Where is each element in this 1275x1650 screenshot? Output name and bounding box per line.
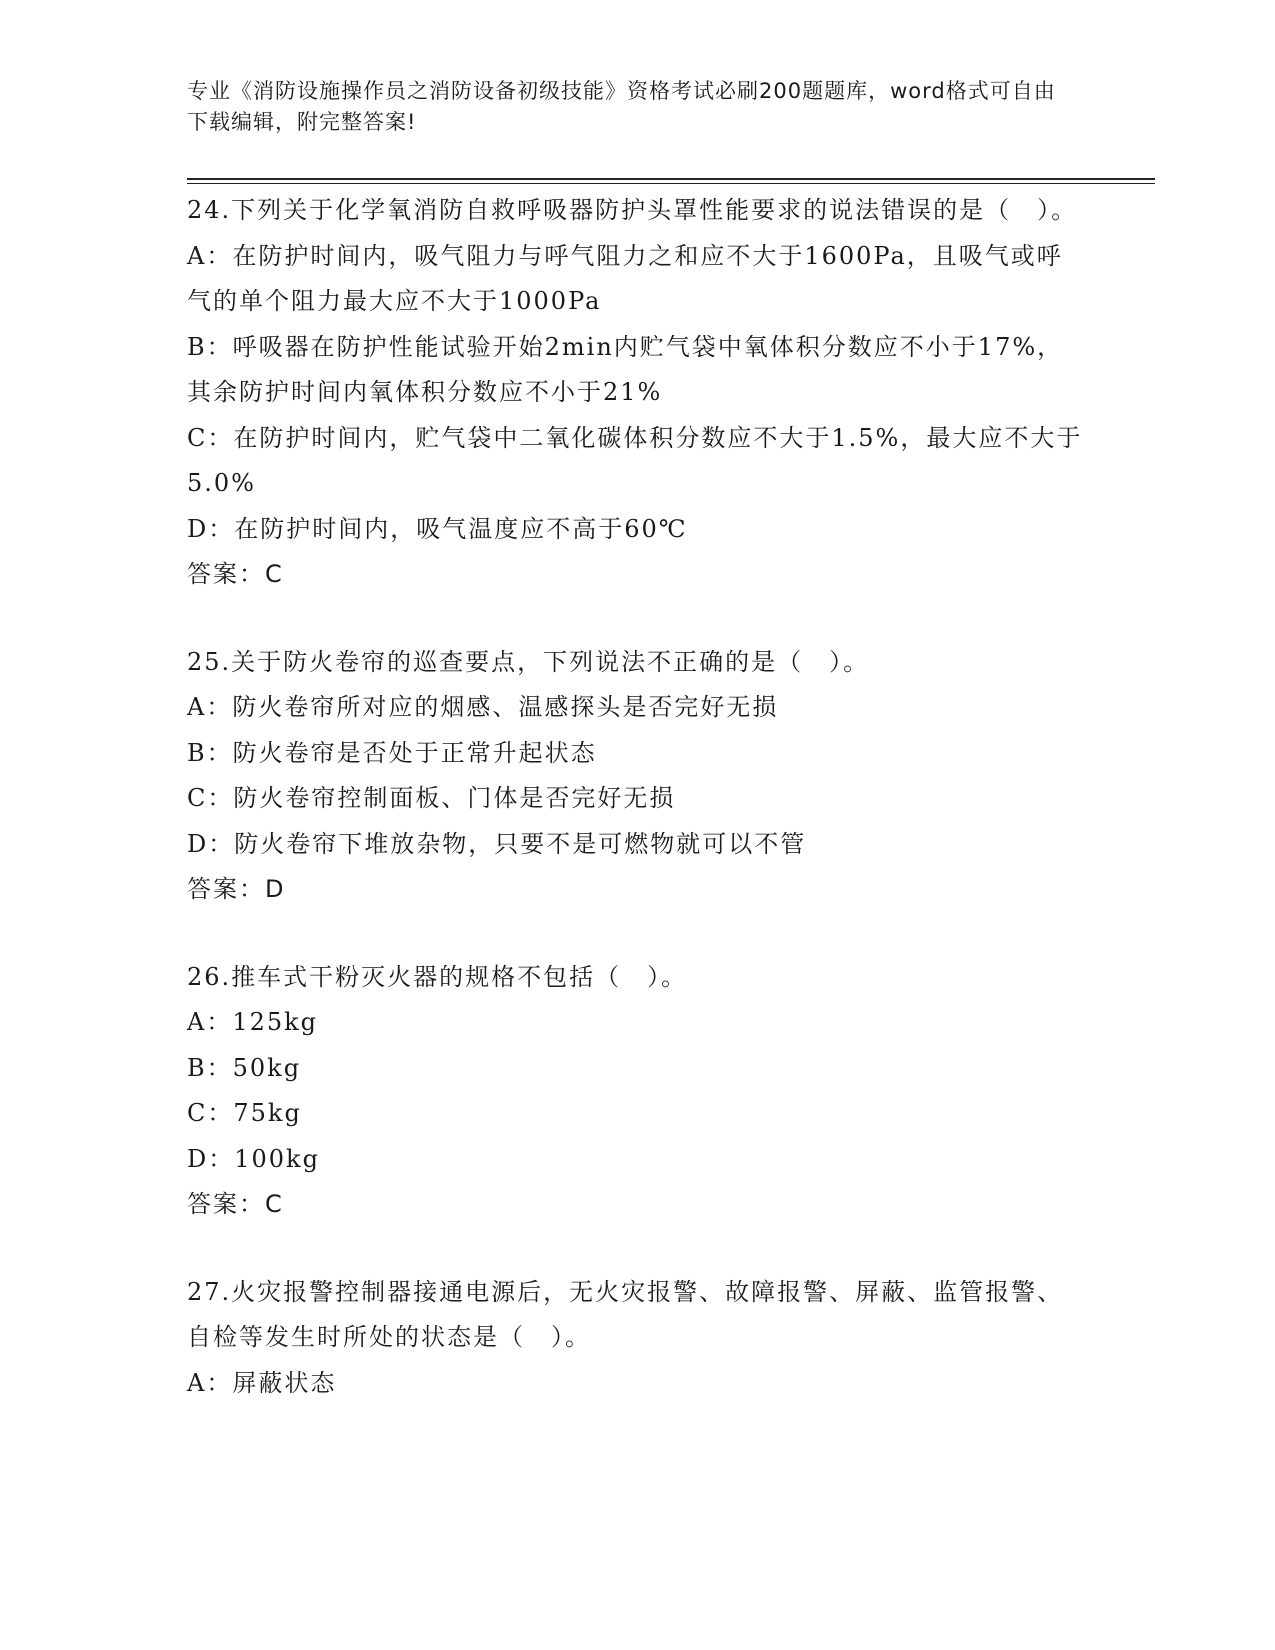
question-25 — [187, 640, 1087, 913]
option-a: A：125kg — [187, 1008, 319, 1036]
document-header — [187, 76, 1067, 138]
question-26 — [187, 955, 1087, 1228]
option-c: C：防火卷帘控制面板、门体是否完好无损 — [187, 784, 676, 812]
option-c: C：在防护时间内，贮气袋中二氧化碳体积分数应不大于1.5%，最大应不大于5.0% — [187, 423, 1083, 497]
question-27 — [187, 1270, 1087, 1407]
option-a: A：在防护时间内，吸气阻力与呼气阻力之和应不大于1600Pa，且吸气或呼气的单个阻力最大应不大于1000Pa — [187, 241, 1063, 315]
option-c: C：75kg — [187, 1099, 302, 1127]
question-24 — [187, 188, 1087, 598]
question-list — [187, 188, 1087, 1448]
answer-label: 答案：C — [187, 1190, 284, 1218]
option-b: B：防火卷帘是否处于正常升起状态 — [187, 738, 597, 767]
option-a: A：防火卷帘所对应的烟感、温感探头是否完好无损 — [187, 693, 779, 721]
answer-label: 答案：D — [187, 875, 286, 903]
option-a: A：屏蔽状态 — [187, 1368, 337, 1397]
option-d: D：防火卷帘下堆放杂物，只要不是可燃物就可以不管 — [187, 829, 807, 858]
question-stem: 24.下列关于化学氧消防自救呼吸器防护头罩性能要求的说法错误的是（ ）。 — [187, 196, 1078, 224]
header-divider-thick — [187, 178, 1155, 180]
header-divider-thin — [187, 183, 1155, 184]
option-d: D：100kg — [187, 1144, 320, 1173]
question-stem: 25.关于防火卷帘的巡查要点，下列说法不正确的是（ ）。 — [187, 647, 870, 676]
question-stem: 27.火灾报警控制器接通电源后，无火灾报警、故障报警、屏蔽、监管报警、自检等发生时所处的状态是（ ）。 — [187, 1277, 1064, 1351]
option-d: D：在防护时间内，吸气温度应不高于60℃ — [187, 514, 688, 543]
question-stem: 26.推车式干粉灭火器的规格不包括（ ）。 — [187, 962, 688, 991]
header-text: 专业《消防设施操作员之消防设备初级技能》资格考试必刷200题题库，word格式可自由下载编辑，附完整答案! — [187, 79, 1056, 134]
option-b: B：50kg — [187, 1053, 302, 1082]
option-b: B：呼吸器在防护性能试验开始2min内贮气袋中氧体积分数应不小于17%，其余防护时间内氧体积分数应不小于21% — [187, 332, 1064, 406]
answer-label: 答案：C — [187, 560, 284, 588]
